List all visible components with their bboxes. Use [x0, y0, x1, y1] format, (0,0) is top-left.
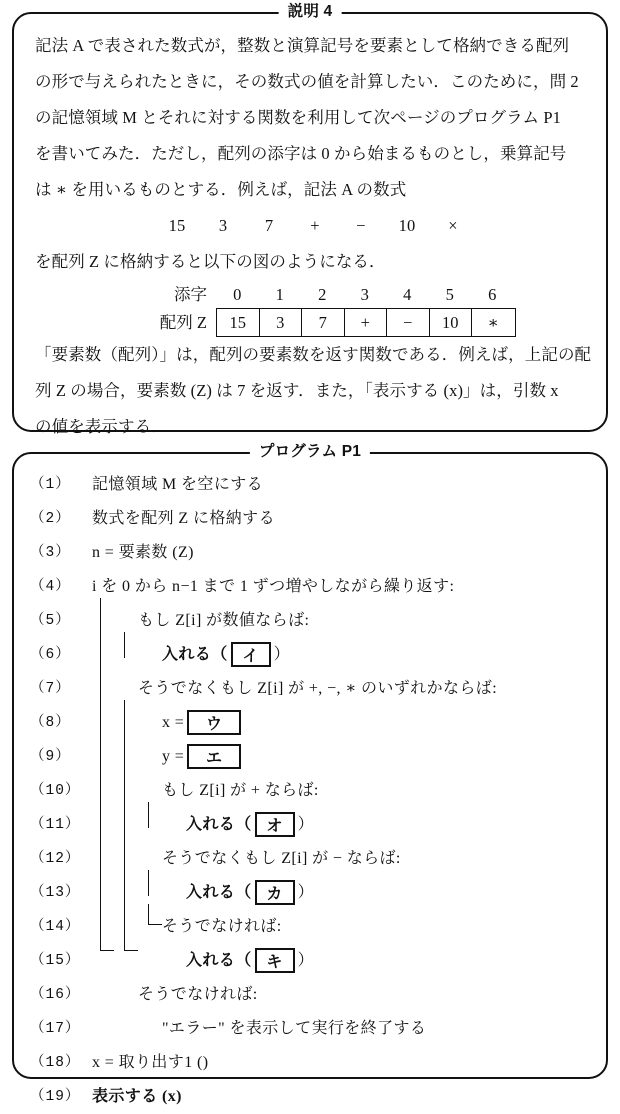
code-line — [14, 740, 606, 774]
array-name-label: 配列 Z — [159, 312, 207, 332]
answer-box-ki[interactable]: キ — [255, 948, 295, 973]
code-line — [14, 910, 606, 944]
line-code: そうでなくもし Z[i] が − ならば: — [162, 850, 401, 867]
array-index: 0 — [233, 285, 242, 304]
line-number: （15） — [30, 953, 81, 969]
answer-box-e[interactable]: エ — [187, 744, 241, 769]
line-code — [162, 706, 244, 740]
line-code: もし Z[i] が + ならば: — [162, 782, 319, 799]
answer-box-i[interactable]: イ — [231, 642, 271, 667]
line-number: （17） — [30, 1021, 81, 1037]
array-index-row — [143, 282, 585, 308]
line-number: （1） — [30, 477, 71, 493]
array-cell: − — [387, 309, 430, 336]
line-number: （8） — [30, 715, 71, 731]
explanation-panel — [12, 3, 608, 436]
array-index: 3 — [360, 285, 369, 304]
array-figure — [35, 282, 585, 337]
explanation-paragraph-line: を書いてみた．ただし，配列の添字は 0 から始まるものとし，乗算記号 — [35, 144, 567, 163]
code-line — [14, 706, 606, 740]
code-line — [14, 808, 606, 842]
line-code: 数式を配列 Z に格納する — [92, 510, 275, 527]
line-number: （7） — [30, 681, 71, 697]
close-paren: ） — [297, 816, 315, 833]
array-index-label: 添字 — [174, 285, 207, 304]
program-body — [14, 454, 606, 1105]
array-value-row — [143, 308, 585, 337]
line-code: x = 取り出す1 () — [92, 1054, 209, 1071]
expression-token: × — [448, 216, 458, 235]
array-cell: 3 — [260, 309, 303, 336]
array-cells — [216, 308, 516, 337]
explanation-paragraph-line: 記法 A で表された数式が，整数と演算記号を要素として格納できる配列 — [35, 36, 570, 55]
code-line — [14, 842, 606, 876]
explanation-body — [14, 14, 606, 445]
code-line — [14, 944, 606, 978]
answer-box-ka[interactable]: カ — [255, 880, 295, 905]
line-code: "エラー" を表示して実行を終了する — [162, 1020, 427, 1037]
array-cell: 15 — [217, 309, 260, 336]
after-expression-line: を配列 Z に格納すると以下の図のようになる． — [35, 252, 386, 271]
code-line — [14, 502, 606, 536]
array-index: 6 — [488, 285, 497, 304]
explanation-closing-line: 列 Z の場合，要素数 (Z) は 7 を返す．また，「表示する (x)」は，引数 x — [35, 381, 559, 400]
line-code — [162, 740, 244, 774]
call-name: 入れる（ — [186, 952, 252, 969]
answer-box-o[interactable]: オ — [255, 812, 295, 837]
code-line — [14, 570, 606, 604]
line-number: （3） — [30, 545, 71, 561]
line-code: そうでなければ: — [138, 986, 258, 1003]
call-name: 入れる（ — [162, 646, 228, 663]
array-index: 2 — [318, 285, 327, 304]
array-cell: + — [345, 309, 388, 336]
line-number: （14） — [30, 919, 81, 935]
answer-box-u[interactable]: ウ — [187, 710, 241, 735]
line-number: （19） — [30, 1089, 81, 1105]
code-line — [14, 1046, 606, 1080]
line-number: （10） — [30, 783, 81, 799]
array-index: 5 — [445, 285, 454, 304]
line-code: n = 要素数 (Z) — [92, 544, 194, 561]
code-line — [14, 536, 606, 570]
array-index: 4 — [403, 285, 412, 304]
explanation-paragraph-line: の記憶領域 M とそれに対する関数を利用して次ページのプログラム P1 — [35, 108, 561, 127]
call-name: 入れる（ — [186, 884, 252, 901]
explanation-closing-line: 「要素数（配列）」は，配列の要素数を返す関数である．例えば，上記の配 — [35, 345, 592, 364]
program-panel — [12, 443, 608, 1105]
code-line — [14, 604, 606, 638]
code-line — [14, 1012, 606, 1046]
close-paren: ） — [273, 646, 291, 663]
line-number: （16） — [30, 987, 81, 1003]
expression-token: 3 — [218, 216, 228, 235]
line-code — [186, 808, 314, 842]
expression-token: − — [356, 216, 366, 235]
expression-token: 10 — [398, 216, 416, 235]
program-title: プログラム P1 — [250, 442, 370, 462]
array-cell: 10 — [430, 309, 473, 336]
code-line — [14, 876, 606, 910]
code-line — [14, 638, 606, 672]
explanation-paragraph-line: の形で与えられたときに，その数式の値を計算したい．このために，問 2 — [35, 72, 579, 91]
line-code: もし Z[i] が数値ならば: — [138, 612, 310, 629]
line-number: （18） — [30, 1055, 81, 1071]
explanation-paragraph-line: は ∗ を用いるものとする．例えば，記法 A の数式 — [35, 180, 407, 199]
line-code — [186, 876, 314, 910]
code-line — [14, 468, 606, 502]
close-paren: ） — [297, 952, 315, 969]
line-number: （2） — [30, 511, 71, 527]
line-number: （12） — [30, 851, 81, 867]
line-number: （5） — [30, 613, 71, 629]
array-cell: ∗ — [487, 313, 499, 332]
explanation-closing-line: の値を表示する． — [35, 417, 168, 436]
expression-token: 7 — [264, 216, 274, 235]
line-number: （11） — [30, 817, 81, 833]
line-code: i を 0 から n−1 まで 1 ずつ増やしながら繰り返す: — [92, 578, 455, 595]
postfix-expression — [35, 208, 585, 244]
array-index: 1 — [275, 285, 284, 304]
close-paren: ） — [297, 884, 315, 901]
code-line — [14, 774, 606, 808]
line-code: 記憶領域 M を空にする — [92, 476, 264, 493]
line-number: （6） — [30, 647, 71, 663]
array-cell: 7 — [302, 309, 345, 336]
line-number: （9） — [30, 749, 71, 765]
assign-target: x = — [162, 714, 185, 731]
explanation-title: 説明 4 — [279, 2, 342, 22]
expression-token: 15 — [168, 216, 186, 235]
line-number: （4） — [30, 579, 71, 595]
assign-target: y = — [162, 748, 185, 765]
call-name: 入れる（ — [186, 816, 252, 833]
line-code: 表示する (x) — [92, 1088, 182, 1105]
line-code: そうでなくもし Z[i] が +, −, ∗ のいずれかならば: — [138, 680, 498, 697]
line-code — [186, 944, 314, 978]
line-code — [162, 638, 290, 672]
line-code: そうでなければ: — [162, 918, 282, 935]
expression-token: + — [310, 216, 320, 235]
code-line — [14, 978, 606, 1012]
code-line — [14, 1080, 606, 1114]
line-number: （13） — [30, 885, 81, 901]
code-line — [14, 672, 606, 706]
